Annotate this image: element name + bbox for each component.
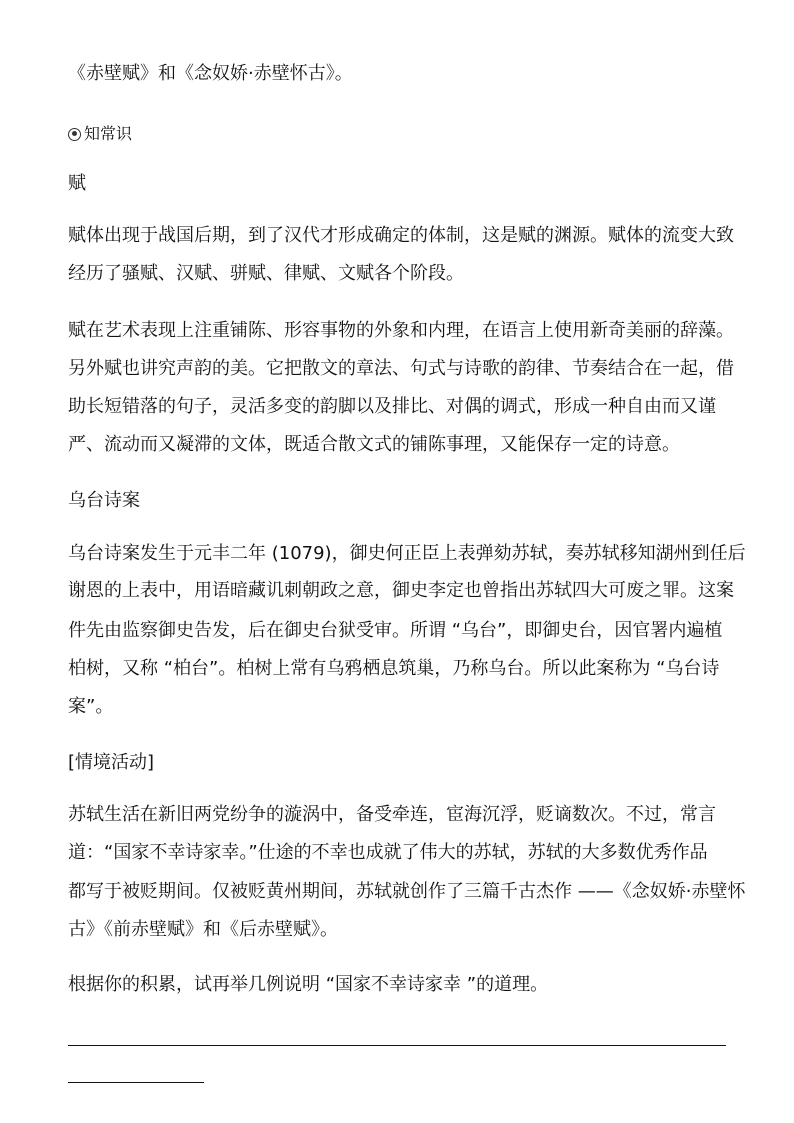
activity-line-2: 道：“国家不幸诗家幸。”仕途的不幸也成就了伟大的苏轼，苏轼的大多数优秀作品 (68, 842, 708, 863)
wutai-line-5: 案”。 (68, 696, 114, 717)
activity-heading: [情境活动] (68, 752, 155, 773)
activity-question: 根据你的积累，试再举几例说明 “国家不幸诗家幸 ”的道理。 (68, 974, 549, 995)
wutai-heading: 乌台诗案 (68, 490, 140, 511)
knowledge-icon (68, 128, 81, 141)
knowledge-section-label (68, 121, 132, 147)
answer-line-1[interactable] (68, 1045, 726, 1046)
fu-para2-line-4: 严、流动而又凝滞的文体，既适合散文式的铺陈事理，又能保存一定的诗意。 (68, 434, 680, 455)
fu-para2-line-3: 助长短错落的句子，灵活多变的韵脚以及排比、对偶的调式，形成一种自由而又谨 (68, 396, 716, 417)
fu-para1-line-2: 经历了骚赋、汉赋、骈赋、律赋、文赋各个阶段。 (68, 263, 464, 284)
fu-para2-line-1: 赋在艺术表现上注重铺陈、形容事物的外象和内理，在语言上使用新奇美丽的辞藻。 (68, 320, 734, 341)
wutai-line-2: 谢恩的上表中，用语暗藏讥刺朝政之意，御史李定也曾指出苏轼四大可废之罪。这案 (68, 580, 734, 601)
knowledge-label: 知常识 (84, 124, 133, 143)
fu-heading: 赋 (68, 173, 86, 194)
top-line: 《赤壁赋》和《念奴娇·赤壁怀古》。 (68, 63, 353, 84)
fu-para1-line-1: 赋体出现于战国后期，到了汉代才形成确定的体制，这是赋的渊源。赋体的流变大致 (68, 225, 734, 246)
activity-line-3: 都写于被贬期间。仅被贬黄州期间，苏轼就创作了三篇千古杰作 ——《念奴娇·赤壁怀 (68, 881, 746, 902)
answer-line-2[interactable] (68, 1082, 204, 1083)
wutai-line-3: 件先由监察御史告发，后在御史台狱受审。所谓 “乌台”，即御史台，因官署内遍植 (68, 620, 723, 641)
wutai-line-1: 乌台诗案发生于元丰二年 (1079)，御史何正臣上表弹劾苏轼，奏苏轼移知湖州到任后 (68, 543, 746, 564)
activity-line-4: 古》《前赤壁赋》和《后赤壁赋》。 (68, 919, 338, 940)
activity-line-1: 苏轼生活在新旧两党纷争的漩涡中，备受牵连，宦海沉浮，贬谪数次。不过，常言 (68, 804, 716, 825)
wutai-line-4: 柏树，又称 “柏台”。柏树上常有乌鸦栖息筑巢，乃称乌台。所以此案称为 “乌台诗 (68, 658, 720, 679)
fu-para2-line-2: 另外赋也讲究声韵的美。它把散文的章法、句式与诗歌的韵律、节奏结合在一起，借 (68, 358, 734, 379)
